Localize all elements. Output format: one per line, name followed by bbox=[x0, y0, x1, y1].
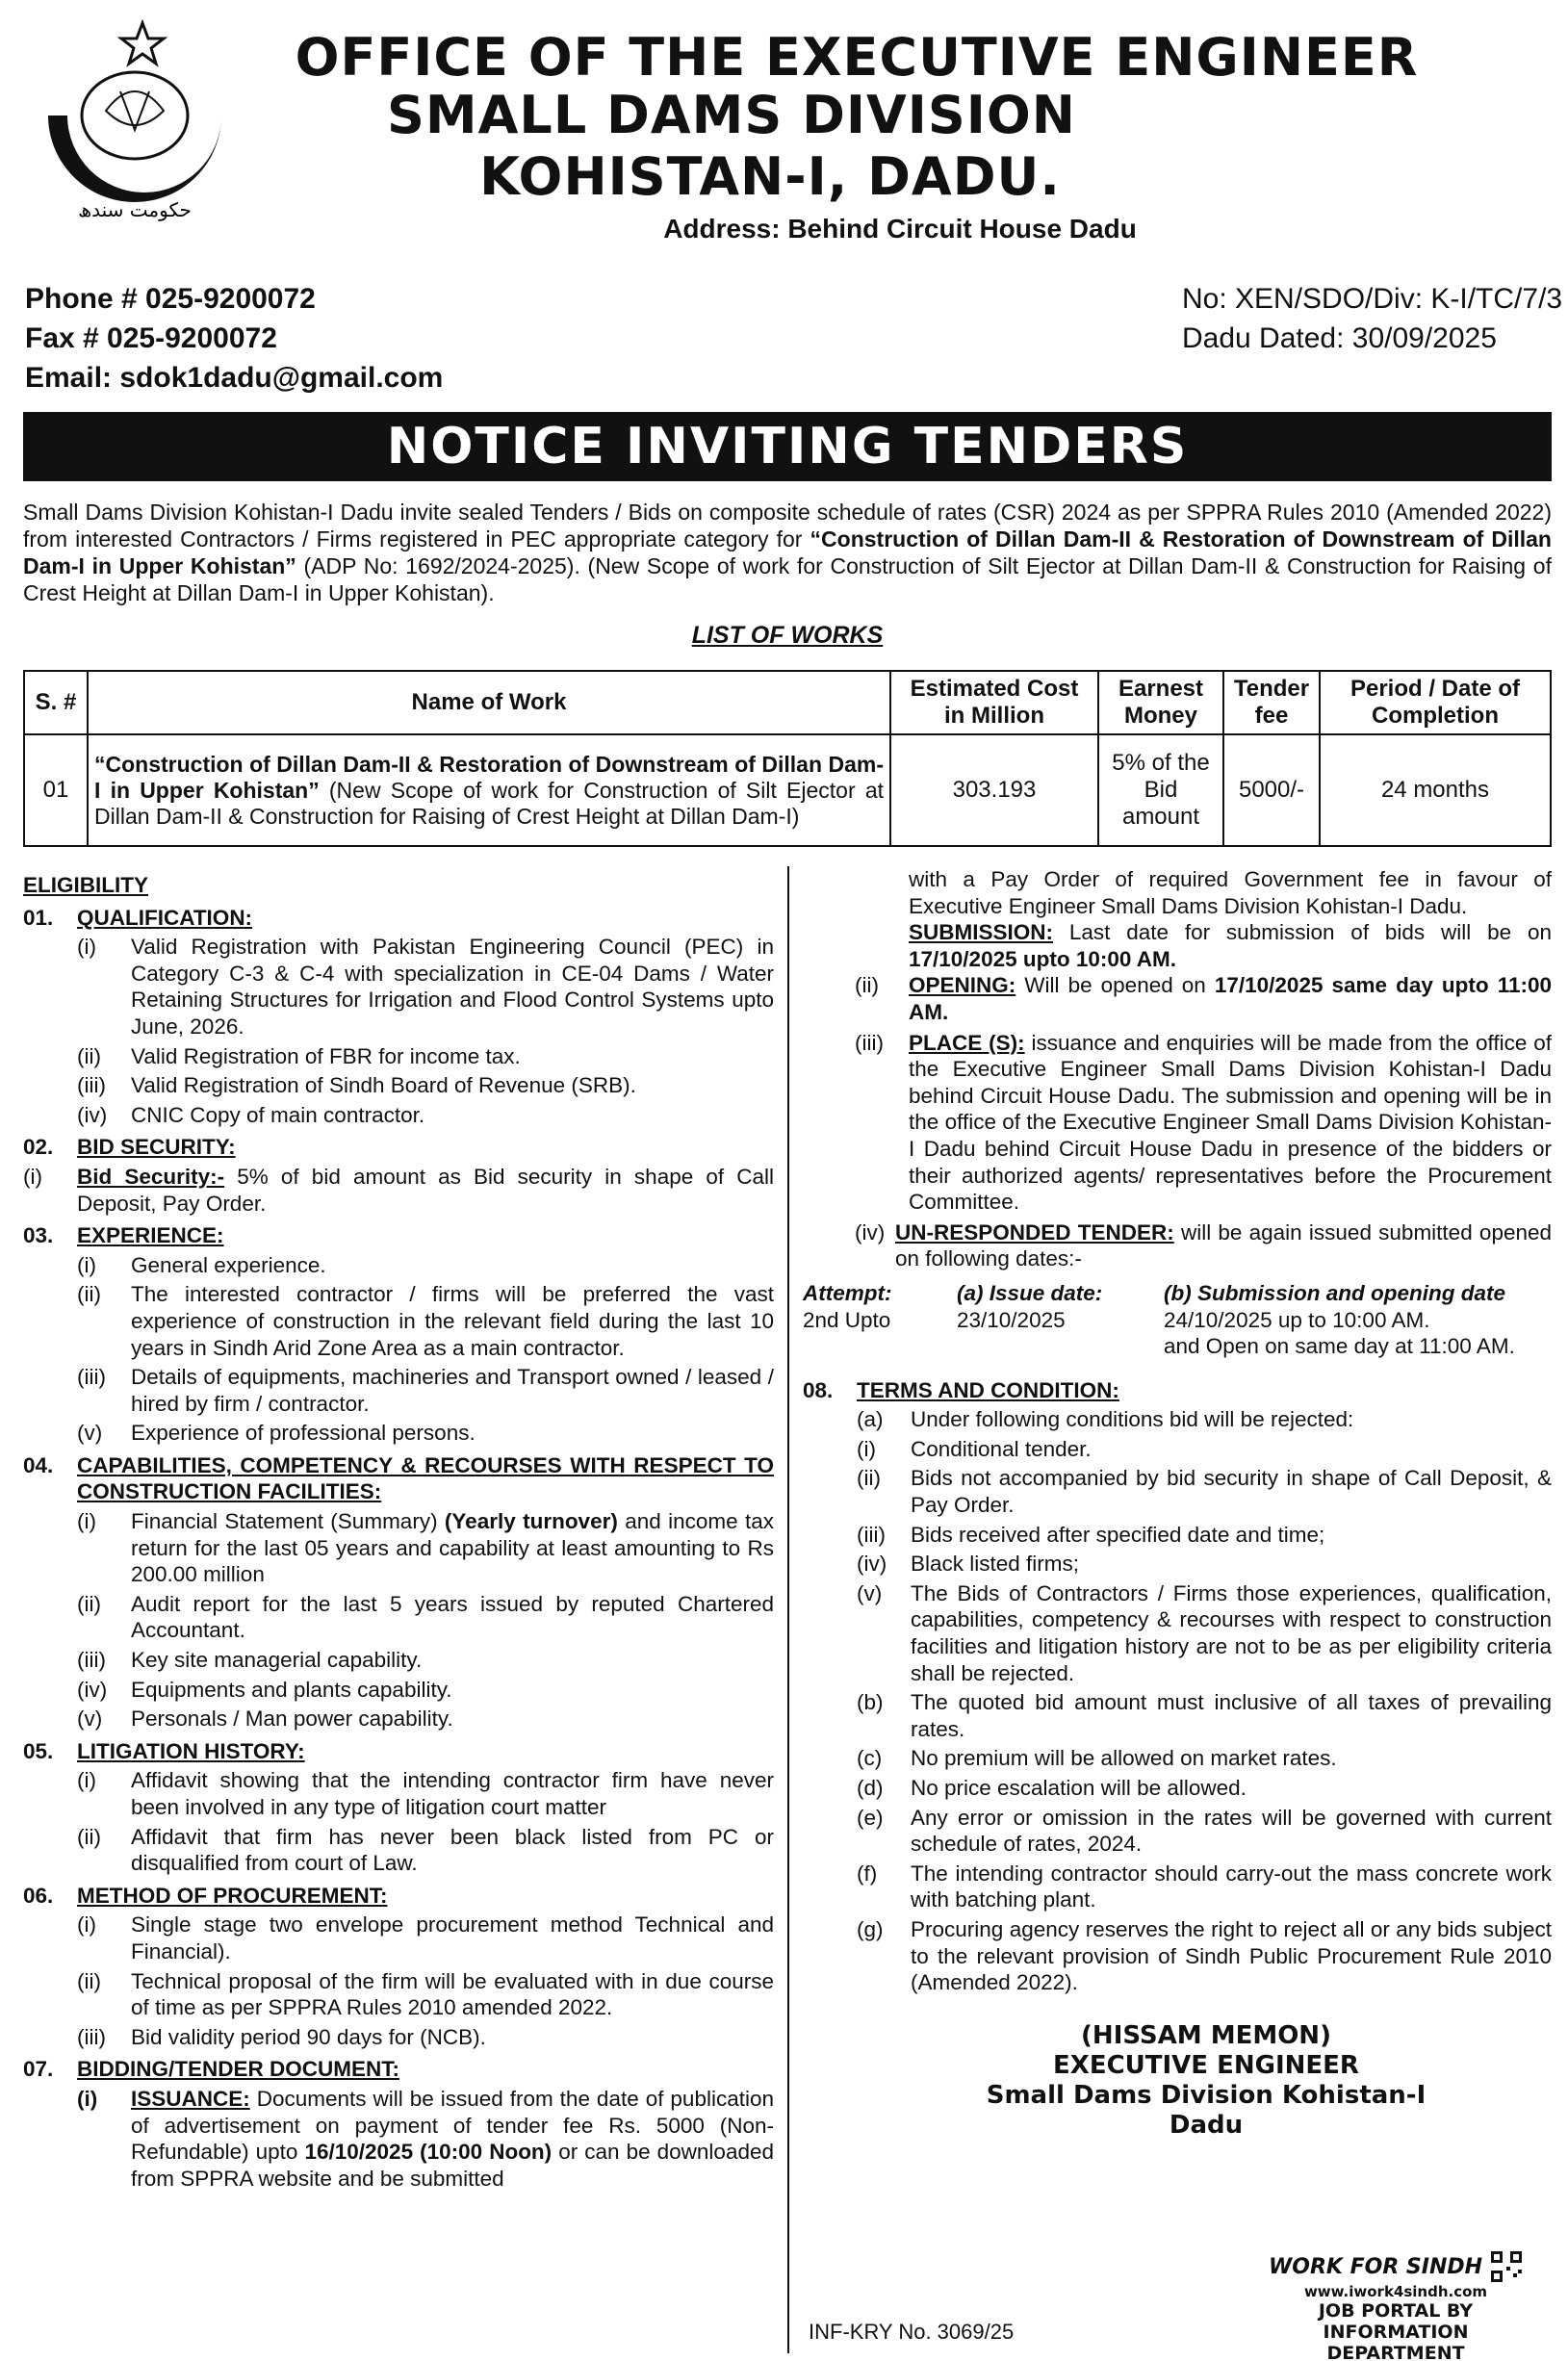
list-item: (iv) Black listed firms; bbox=[857, 1552, 1080, 1577]
location-title: KOHISTAN-I, DADU. bbox=[479, 146, 1061, 207]
list-item: (i) Valid Registration with Pakistan Engineering Council (PEC) in Category C-3 & C-4 with specialization in CE-04 Dams / Water Retaining Structures for Irrigation and Flood Control Systems upto June, 2026. bbox=[77, 935, 774, 1039]
phone: Phone # 025-9200072 bbox=[25, 283, 316, 315]
list-item: (i) General experience. bbox=[77, 1252, 326, 1277]
submission: SUBMISSION: Last date for submission of bids will be on 17/10/2025 upto 10:00 AM. bbox=[909, 920, 1552, 971]
list-item: (i) Single stage two envelope procurement method Technical and Financial). bbox=[77, 1912, 774, 1963]
list-item: (b) The quoted bid amount must inclusive of all taxes of prevailing rates. bbox=[857, 1690, 1552, 1741]
list-item: (ii) Technical proposal of the firm will be evaluated with in due course of time as per SPPRA Rules 2010 amended 2022. bbox=[77, 1968, 774, 2020]
list-item: (ii) Valid Registration of FBR for income tax. bbox=[77, 1043, 521, 1068]
reference-number: No: XEN/SDO/Div: K-I/TC/7/3 bbox=[1182, 283, 1563, 315]
email[interactable]: Email: sdok1dadu@gmail.com bbox=[25, 362, 444, 394]
column-divider bbox=[787, 866, 789, 2353]
list-item: (ii) Audit report for the last 5 years issued by reputed Chartered Accountant. bbox=[77, 1591, 774, 1643]
attempt-table: Attempt: 2nd Upto (a) Issue date: 23/10/2025 (b) Submission and opening date 24/10/2025 up to 10:00 AM. and Open on same day at 11:00 AM. bbox=[803, 1280, 1515, 1359]
list-item: (iv) UN-RESPONDED TENDER: will be again issued submitted opened on following dates:- bbox=[855, 1219, 1553, 1271]
th-name: Name of Work bbox=[88, 671, 890, 734]
list-item: (iii) Details of equipments, machineries and Transport owned / leased / hired by firm / contractor. bbox=[77, 1365, 774, 1416]
list-item: (g) Procuring agency reserves the right to reject all or any bids subject to the relevant provision of Sindh Public Procurement Rule 2010 (Amended 2022). bbox=[857, 1916, 1552, 1995]
list-item: (i) Financial Statement (Summary) (Yearly turnover) and income tax return for the last 05 years and capability at least amounting to Rs 200.00 million bbox=[77, 1509, 774, 1587]
right-column: with a Pay Order of required Government fee in favour of Executive Engineer Small Dams Division Kohistan-I Dadu. SUBMISSION: Last date for submission of bids will be on 17/10/2025 upto 10:00 AM. (ii) OPENING: Will be opened on 17/10/2025 same day upto 11:00 AM. (iii) PLACE (S): issuance and enquiries will be made from the office of the Executive Engineer Small Dams Division Kohistan-I Dadu behind Circuit House Dadu. The submission and opening will be in the office of the Executive Engineer Small Dams Division Kohistan-I Dadu behind Circuit House Dadu in presence of the bidders or their authorized agents/ representatives before the Procurement Committee. (iv) UN-RESPONDED TENDER: will be again issued submitted opened on following dates:- Attempt: 2nd Upto (a) Issue date: 23/10/2025 (b) Submission and opening date 24/10/2025 up to 10:00 AM. and Open on same day at 11:00 AM. 08. TERMS AND CONDITION: (a) Under following conditions bid will be rejected: (i) Conditional tender. (ii) Bids not accompanied by bid security in shape of Call Deposit, & Pay Order. (iii) Bids received after specified date and time; (iv) Black listed firms; (v) The Bids of Contractors / Firms those experiences, qualification, capabilities, competency & recourses with respect to construction facilities and litigation history are not to be as per eligibility criteria shall be rejected. (b) The quoted bid amount must inclusive of all taxes of prevailing rates. (c) No premium will be allowed on market rates. (d) No price escalation will be allowed. (e) Any error or omission in the rates will be governed with current schedule of rates, 2024. (f) The intending contractor should carry-out the mass concrete work with batching plant. (g) Procuring agency reserves the right to reject all or any bids subject to the relevant provision of Sindh Public Procurement Rule 2010 (Amended 2022). (HISSAM MEMON) EXECUTIVE ENGINEER Small Dams Division Kohistan-I Dadu bbox=[803, 867, 1553, 2140]
procurement-heading: METHOD OF PROCUREMENT: bbox=[77, 1883, 388, 1908]
th-cost: Estimated Cost in Million bbox=[890, 671, 1098, 734]
bid-security-heading: BID SECURITY: bbox=[77, 1135, 236, 1160]
th-earnest: Earnest Money bbox=[1098, 671, 1223, 734]
list-item: (ii) OPENING: Will be opened on 17/10/2025 same day upto 11:00 AM. bbox=[855, 973, 1552, 1024]
qualification-heading: QUALIFICATION: bbox=[77, 905, 253, 930]
th-period: Period / Date of Completion bbox=[1320, 671, 1551, 734]
list-item: (d) No price escalation will be allowed. bbox=[857, 1776, 1247, 1800]
reference-block bbox=[1182, 279, 1562, 358]
eligibility-heading: ELIGIBILITY bbox=[23, 873, 149, 897]
list-item: (iii) Bids received after specified date and time; bbox=[857, 1522, 1325, 1547]
experience-heading: EXPERIENCE: bbox=[77, 1223, 224, 1248]
list-item: (e) Any error or omission in the rates will be governed with current schedule of rates, 2024. bbox=[857, 1805, 1552, 1857]
sindh-government-emblem bbox=[29, 19, 241, 231]
list-item: (ii) The interested contractor / firms will be preferred the vast experience of construction in the relevant field during the last 10 years in Sindh Arid Zone Area as a main contractor. bbox=[77, 1282, 774, 1360]
list-item: (ii) Bids not accompanied by bid security in shape of Call Deposit, & Pay Order. bbox=[857, 1466, 1552, 1518]
list-item: (v) Personals / Man power capability. bbox=[77, 1707, 453, 1732]
list-item: (i) Conditional tender. bbox=[857, 1436, 1092, 1461]
address: Address: Behind Circuit House Dadu bbox=[663, 214, 1137, 244]
list-item: (i) Affidavit showing that the intending contractor firm have never been involved in any type of litigation court matter bbox=[77, 1768, 774, 1819]
list-item: (a) Under following conditions bid will be rejected: bbox=[857, 1407, 1354, 1432]
list-item: (f) The intending contractor should carry-out the mass concrete work with batching plant. bbox=[857, 1861, 1552, 1912]
signature-block: (HISSAM MEMON) EXECUTIVE ENGINEER Small Dams Division Kohistan-I Dadu bbox=[986, 2020, 1427, 2140]
list-item: (i) Bid Security:- 5% of bid amount as Bid security in shape of Call Deposit, Pay Order. bbox=[23, 1164, 775, 1216]
th-fee: Tender fee bbox=[1223, 671, 1320, 734]
capabilities-heading: CAPABILITIES, COMPETENCY & RECOURSES WITH RESPECT TO CONSTRUCTION FACILITIES: bbox=[77, 1452, 774, 1504]
list-item: (ii) Affidavit that firm has never been black listed from PC or disqualified from court of Law. bbox=[77, 1824, 774, 1876]
fax: Fax # 025-9200072 bbox=[25, 322, 277, 354]
terms-heading: TERMS AND CONDITION: bbox=[857, 1377, 1119, 1402]
date: Dadu Dated: 30/09/2025 bbox=[1182, 322, 1497, 354]
qr-code-icon bbox=[1490, 2250, 1523, 2283]
list-item: (iv) Equipments and plants capability. bbox=[77, 1677, 452, 1702]
list-item: (v) Experience of professional persons. bbox=[77, 1421, 476, 1446]
litigation-heading: LITIGATION HISTORY: bbox=[77, 1738, 305, 1763]
work-name: “Construction of Dillan Dam-II & Restoration of Downstream of Dillan Dam-I in Upper Kohistan” (New Scope of work for Construction of Silt Ejector at Dillan Dam-II & Construction for Raising of Crest Height at Dillan Dam-I) bbox=[88, 734, 890, 846]
job-portal-footer: WORK FOR SINDH www.iwork4sindh.com JOB PORTAL BY INFORMATION DEPARTMENT bbox=[1251, 2250, 1540, 2361]
list-item: (iii) Bid validity period 90 days for (NCB). bbox=[77, 2024, 486, 2049]
list-item: (v) The Bids of Contractors / Firms those experiences, qualification, capabilities, competency & recourses with respect to construction facilities and litigation history are not to be as per eligibility criteria shall be rejected. bbox=[857, 1580, 1552, 1685]
list-of-works-title: LIST OF WORKS bbox=[691, 622, 884, 649]
list-item: (iv) CNIC Copy of main contractor. bbox=[77, 1102, 425, 1127]
intro-paragraph: Small Dams Division Kohistan-I Dadu invite sealed Tenders / Bids on composite schedule of rates (CSR) 2024 as per SPPRA Rules 2010 (Amended 2022) from interested Contractors / Firms registered in PEC appropriate category for “Construction of Dillan Dam-II & Restoration of Downstream of Dillan Dam-I in Upper Kohistan” (ADP No: 1692/2024-2025). (New Scope of work for Construction of Silt Ejector at Dillan Dam-II & Construction for Raising of Crest Height at Dillan Dam-I in Upper Kohistan). bbox=[23, 500, 1552, 605]
th-sn: S. # bbox=[24, 671, 88, 734]
division-title: SMALL DAMS DIVISION bbox=[387, 85, 1076, 145]
contact-block bbox=[25, 279, 443, 398]
table-row: 01 “Construction of Dillan Dam-II & Restoration of Downstream of Dillan Dam-I in Upper Kohistan” (New Scope of work for Construction of Silt Ejector at Dillan Dam-II & Construction for Raising of Crest Height at Dillan Dam-I) 303.193 5% of the Bid amount 5000/- 24 months bbox=[24, 734, 1551, 846]
portal-website[interactable]: www.iwork4sindh.com bbox=[1303, 2283, 1488, 2300]
list-item: (iii) Key site managerial capability. bbox=[77, 1648, 423, 1673]
list-item: (iii) PLACE (S): issuance and enquiries will be made from the office of the Executive Engineer Small Dams Division Kohistan-I Dadu behind Circuit House Dadu. The submission and opening will be in the office of the Executive Engineer Small Dams Division Kohistan-I Dadu behind Circuit House Dadu in presence of the bidders or their authorized agents/ representatives before the Procurement Committee. bbox=[855, 1030, 1552, 1215]
list-item: (iii) Valid Registration of Sindh Board of Revenue (SRB). bbox=[77, 1073, 636, 1098]
svg-text:حکومت سندھ: حکومت سندھ bbox=[78, 198, 192, 221]
inf-number: INF-KRY No. 3069/25 bbox=[809, 2320, 1015, 2344]
list-item: (i) ISSUANCE: Documents will be issued from the date of publication of advertisement on payment of tender fee Rs. 5000 (Non-Refundable) upto 16/10/2025 (10:00 Noon) or can be downloaded from SPPRA website and be submitted bbox=[77, 2086, 774, 2191]
bidding-document-heading: BIDDING/TENDER DOCUMENT: bbox=[77, 2057, 399, 2082]
list-item: (c) No premium will be allowed on market rates. bbox=[857, 1746, 1337, 1771]
office-title: OFFICE OF THE EXECUTIVE ENGINEER bbox=[295, 27, 1419, 88]
left-column: ELIGIBILITY 01. QUALIFICATION: (i) Valid Registration with Pakistan Engineering Council (PEC) in Category C-3 & C-4 with specialization in CE-04 Dams / Water Retaining Structures for Irrigation and Flood Control Systems upto June, 2026. (ii) Valid Registration of FBR for income tax. (iii) Valid Registration of Sindh Board of Revenue (SRB). (iv) CNIC Copy of main contractor. 02. BID SECURITY: (i) Bid Security:- 5% of bid amount as Bid security in shape of Call Deposit, Pay Order. 03. EXPERIENCE: (i) General experience. (ii) The interested contractor / firms will be preferred the vast experience of construction in the relevant field during the last 10 years in Sindh Arid Zone Area as a main contractor. (iii) Details of equipments, machineries and Transport owned / leased / hired by firm / contractor. (v) Experience of professional persons. 04. CAPABILITIES, COMPETENCY & RECOURSES WITH RESPECT TO CONSTRUCTION FACILITIES: (i) Financial Statement (Summary) (Yearly turnover) and income tax return for the last 05 years and capability at least amounting to Rs 200.00 million (ii) Audit report for the last 5 years issued by reputed Chartered Accountant. (iii) Key site managerial capability. (iv) Equipments and plants capability. (v) Personals / Man power capability. 05. LITIGATION HISTORY: (i) Affidavit showing that the intending contractor firm have never been involved in any type of litigation court matter (ii) Affidavit that firm has never been black listed from PC or disqualified from court of Law. 06. METHOD OF PROCUREMENT: (i) Single stage two envelope procurement method Technical and Financial). (ii) Technical proposal of the firm will be evaluated with in due course of time as per SPPRA Rules 2010 amended 2022. (iii) Bid validity period 90 days for (NCB). 07. BIDDING/TENDER DOCUMENT: (i) ISSUANCE: Documents will be issued from the date of publication of advertisement on payment of tender fee Rs. 5000 (Non-Refundable) upto 16/10/2025 (10:00 Noon) or can be downloaded from SPPRA website and be submitted bbox=[23, 873, 775, 2191]
works-table bbox=[23, 670, 1552, 847]
notice-banner: NOTICE INVITING TENDERS bbox=[23, 412, 1552, 481]
